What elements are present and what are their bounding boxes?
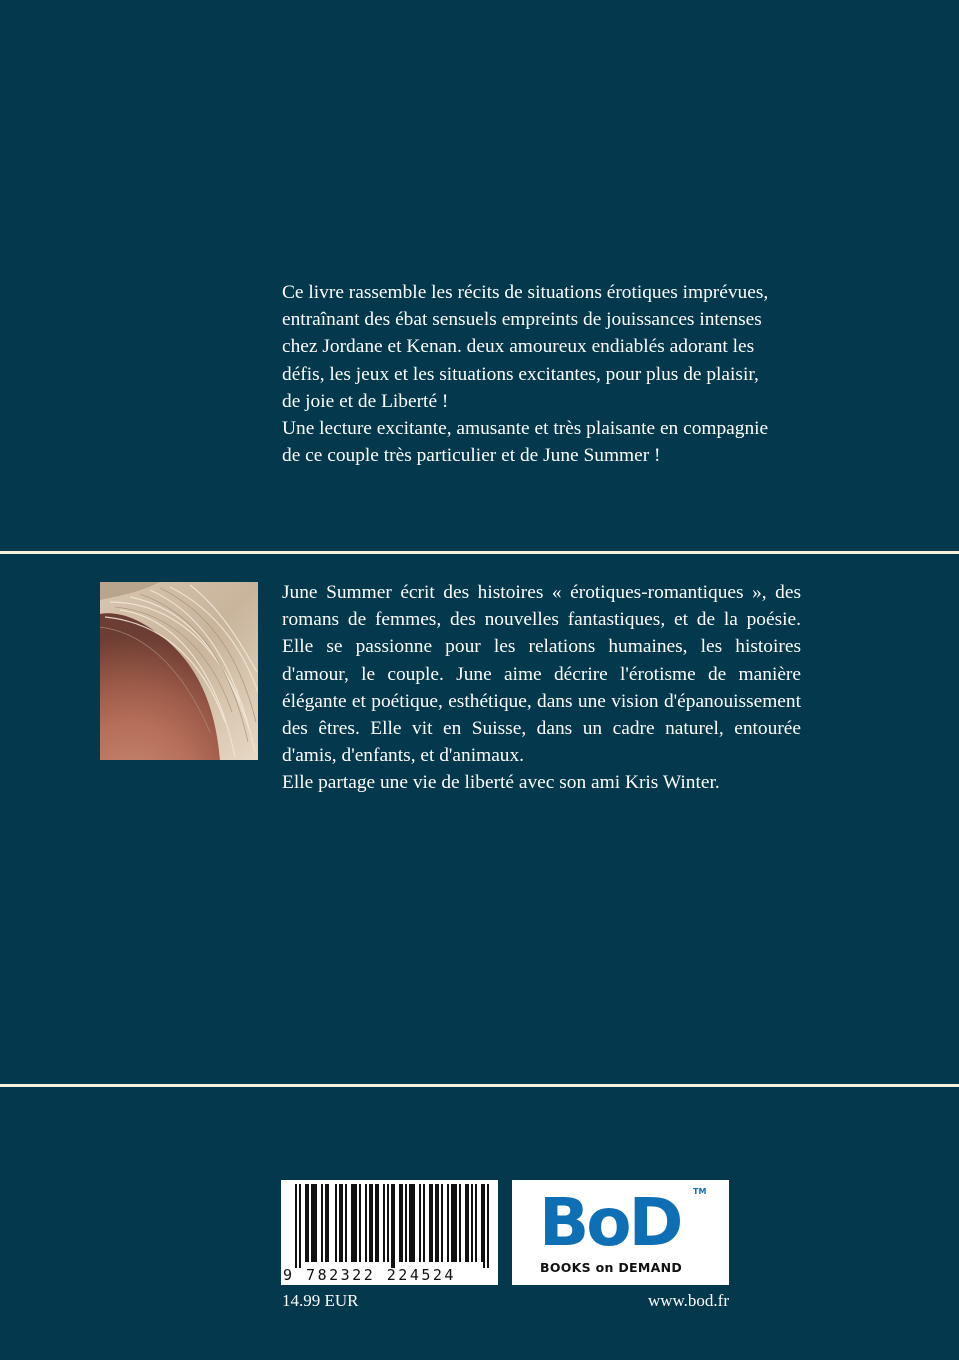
barcode-bar [453,1184,455,1262]
barcode-bar [371,1184,373,1262]
barcode-bar [471,1184,473,1262]
section-divider [0,551,959,554]
barcode-bar [325,1184,327,1262]
author-photo-image [100,582,258,760]
barcode-bar [345,1184,347,1262]
publisher-website: www.bod.fr [647,1291,729,1310]
barcode-bar [399,1184,401,1262]
barcode-bar [327,1184,329,1262]
barcode-bar [375,1184,377,1262]
barcode-bar [459,1184,461,1262]
barcode-bar [305,1184,307,1262]
barcode-bar [321,1184,323,1262]
isbn-barcode [281,1180,498,1285]
barcode-bar [383,1184,385,1262]
barcode-bar [377,1184,379,1262]
blurb-line: entraînant des ébat sensuels empreints de jouissances intenses [282,309,762,331]
barcode-bar [409,1184,411,1262]
barcode-bar [467,1184,469,1262]
back-cover-blurb [282,279,802,469]
barcode-bar [419,1184,421,1262]
author-photo [100,582,258,760]
barcode-digits: 9 782322 224524 [283,1266,456,1284]
barcode-bar [315,1184,317,1262]
barcode-bar [369,1184,371,1262]
blurb-line: de ce couple très particulier et de June Summer ! [282,445,661,467]
section-divider [0,1084,959,1087]
blurb-line: Ce livre rassemble les récits de situations érotiques imprévues, [282,282,769,303]
trademark-mark: TM [693,1187,707,1196]
blurb-line: défis, les jeux et les situations excitantes, pour plus de plaisir, [282,363,759,385]
barcode-bar [465,1184,467,1262]
barcode-bar [401,1184,403,1262]
barcode-bar [411,1184,413,1262]
barcode-bar [437,1184,439,1262]
barcode-bar [307,1184,309,1262]
barcode-bar [295,1184,297,1268]
blurb-line: chez Jordane et Kenan. deux amoureux endiablés adorant les [282,336,755,358]
barcode-bar [355,1184,357,1262]
blurb-line: de joie et de Liberté ! [282,390,449,412]
barcode-bar [365,1184,367,1262]
barcode-bar [451,1184,453,1262]
barcode-bar [391,1184,393,1268]
bio-paragraph: June Summer écrit des histoires « érotiques-romantiques », des romans de femmes, des nouvelles fantastiques, et de la poésie. Elle se passionne pour les relations humaines, les histoires d'amour, le couple. June aime décrire l'érotisme de manière élégante et poétique, esthétique, dans une vision d'épanouissement des êtres. Elle vit en Suisse, dans un cadre naturel, entourée d'amis, d'enfants, et d'animaux. [282,582,801,767]
barcode-bar [339,1184,341,1262]
barcode-bar [431,1184,433,1262]
bio-last-line: Elle partage une vie de liberté avec son ami Kris Winter. [282,772,720,794]
barcode-bar [423,1184,425,1262]
barcode-bar [447,1184,449,1262]
barcode-bar [353,1184,355,1262]
barcode-bar [351,1184,353,1262]
barcode-bars [281,1180,498,1268]
barcode-bar [455,1184,457,1262]
bod-logo-text: BoD [539,1184,681,1261]
barcode-bar [483,1184,485,1268]
book-price: 14.99 EUR [282,1291,359,1310]
publisher-tagline: BOOKS on DEMAND [540,1260,683,1275]
barcode-bar [335,1184,337,1262]
barcode-bar [435,1184,437,1262]
barcode-bar [311,1184,313,1262]
barcode-bar [341,1184,343,1262]
barcode-bar [487,1184,489,1268]
barcode-bar [429,1184,431,1262]
barcode-bar [313,1184,315,1262]
barcode-bar [475,1184,477,1262]
barcode-bar [441,1184,443,1262]
author-biography [282,579,801,797]
publisher-logo [512,1180,729,1285]
blurb-line: Une lecture excitante, amusante et très plaisante en compagnie [282,418,769,440]
barcode-bar [387,1184,389,1262]
barcode-bar [405,1184,407,1262]
barcode-bar [413,1184,415,1262]
barcode-bar [393,1184,395,1268]
barcode-bar [359,1184,361,1262]
barcode-bar [299,1184,301,1268]
barcode-bar [481,1184,483,1262]
